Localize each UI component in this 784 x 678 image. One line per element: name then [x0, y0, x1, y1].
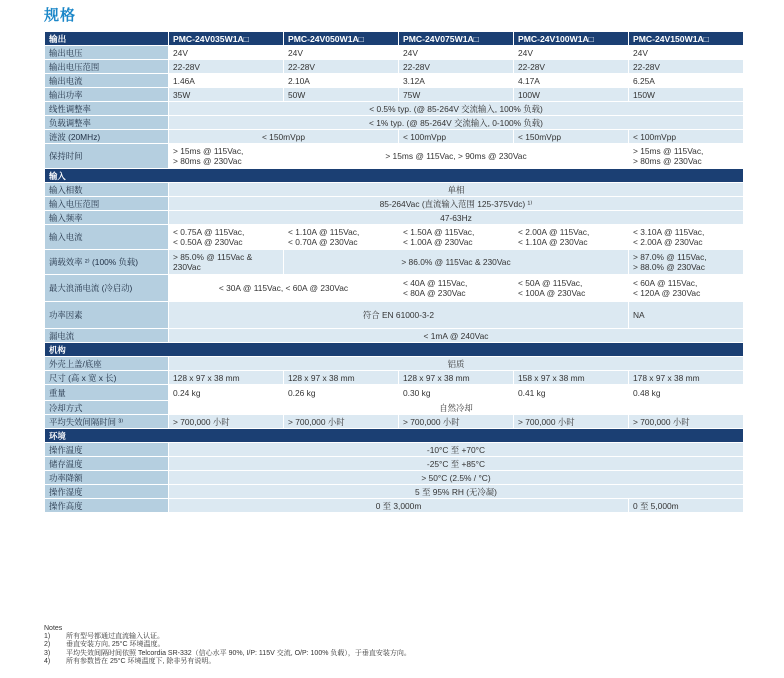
table-row	[45, 102, 744, 116]
table-row	[45, 443, 744, 457]
cell: 22-28V	[514, 60, 629, 74]
cell: 24V	[629, 46, 744, 60]
spec-table	[44, 31, 744, 513]
cell: 128 x 97 x 38 mm	[399, 371, 514, 385]
cell: 100W	[514, 88, 629, 102]
cell: 47-63Hz	[169, 211, 744, 225]
page-title: 规格	[44, 7, 77, 24]
table-row	[45, 144, 744, 169]
cell: 自然冷却	[169, 401, 744, 415]
table-row	[45, 329, 744, 343]
cell: < 1mA @ 240Vac	[169, 329, 744, 343]
cell: < 0.5% typ. (@ 85-264V 交流输入, 100% 负载)	[169, 102, 744, 116]
row-label: 线性调整率	[45, 102, 169, 116]
table-row	[45, 471, 744, 485]
table-row	[45, 499, 744, 513]
cell: 1.46A	[169, 74, 284, 88]
cell: 158 x 97 x 38 mm	[514, 371, 629, 385]
table-row	[45, 74, 744, 88]
table-row	[45, 197, 744, 211]
table-row	[45, 88, 744, 102]
model-header: PMC-24V100W1A□	[514, 32, 629, 46]
cell: 75W	[399, 88, 514, 102]
table-row	[45, 275, 744, 302]
cell: < 150mVpp	[514, 130, 629, 144]
model-header: PMC-24V035W1A□	[169, 32, 284, 46]
cell: 178 x 97 x 38 mm	[629, 371, 744, 385]
cell: > 15ms @ 115Vac, > 80ms @ 230Vac	[169, 144, 284, 169]
cell: 0.24 kg	[169, 385, 284, 401]
cell: < 1.10A @ 115Vac, < 0.70A @ 230Vac	[284, 225, 399, 250]
table-row	[45, 457, 744, 471]
table-row	[45, 183, 744, 197]
row-label: 保持时间	[45, 144, 169, 169]
note-item: 1) 所有型号都通过直流输入认证。	[44, 633, 164, 641]
table-row	[45, 116, 744, 130]
model-header: PMC-24V075W1A□	[399, 32, 514, 46]
cell: < 40A @ 115Vac, < 80A @ 230Vac	[399, 275, 514, 302]
cell: < 2.00A @ 115Vac, < 1.10A @ 230Vac	[514, 225, 629, 250]
row-label: 操作高度	[45, 499, 169, 513]
cell: 3.12A	[399, 74, 514, 88]
row-label: 输出电压范围	[45, 60, 169, 74]
table-row	[45, 415, 744, 429]
cell: > 87.0% @ 115Vac, > 88.0% @ 230Vac	[629, 250, 744, 275]
model-header: PMC-24V050W1A□	[284, 32, 399, 46]
cell: 22-28V	[169, 60, 284, 74]
cell: 150W	[629, 88, 744, 102]
table-row	[45, 371, 744, 385]
row-label: 平均失效间隔时间 ³⁾	[45, 415, 169, 429]
cell: 6.25A	[629, 74, 744, 88]
cell: < 3.10A @ 115Vac, < 2.00A @ 230Vac	[629, 225, 744, 250]
cell: < 1.50A @ 115Vac, < 1.00A @ 230Vac	[399, 225, 514, 250]
table-row	[45, 225, 744, 250]
cell: 2.10A	[284, 74, 399, 88]
cell: < 50A @ 115Vac, < 100A @ 230Vac	[514, 275, 629, 302]
cell: > 700,000 小时	[284, 415, 399, 429]
cell: 0.30 kg	[399, 385, 514, 401]
section-title: 环境	[45, 429, 744, 443]
cell: -10°C 至 +70°C	[169, 443, 744, 457]
cell: > 15ms @ 115Vac, > 80ms @ 230Vac	[629, 144, 744, 169]
row-label: 输入电流	[45, 225, 169, 250]
row-label: 输入电压范围	[45, 197, 169, 211]
row-label: 操作温度	[45, 443, 169, 457]
note-item: 4) 所有参数皆在 25°C 环境温度下, 除非另有说明。	[44, 657, 216, 665]
row-label: 储存温度	[45, 457, 169, 471]
cell: 0.26 kg	[284, 385, 399, 401]
cell: > 50°C (2.5% / °C)	[169, 471, 744, 485]
cell: < 1% typ. (@ 85-264V 交流输入, 0-100% 负载)	[169, 116, 744, 130]
row-label: 外壳上盖/底座	[45, 357, 169, 371]
row-label: 尺寸 (高 x 宽 x 长)	[45, 371, 169, 385]
cell: < 30A @ 115Vac, < 60A @ 230Vac	[169, 275, 399, 302]
row-label: 输入相数	[45, 183, 169, 197]
section-title: 输入	[45, 169, 744, 183]
cell: 24V	[284, 46, 399, 60]
cell: 24V	[169, 46, 284, 60]
row-label: 输出电流	[45, 74, 169, 88]
cell: 22-28V	[399, 60, 514, 74]
table-row	[45, 130, 744, 144]
row-label: 输入频率	[45, 211, 169, 225]
cell: 符合 EN 61000-3-2	[169, 302, 629, 329]
cell: 0 至 3,000m	[169, 499, 629, 513]
cell: 24V	[399, 46, 514, 60]
cell: < 100mVpp	[399, 130, 514, 144]
row-label: 漏电流	[45, 329, 169, 343]
cell: > 700,000 小时	[629, 415, 744, 429]
cell: 0 至 5,000m	[629, 499, 744, 513]
cell: 22-28V	[284, 60, 399, 74]
table-row	[45, 357, 744, 371]
table-row	[45, 60, 744, 74]
row-label: 操作湿度	[45, 485, 169, 499]
cell: > 15ms @ 115Vac, > 90ms @ 230Vac	[284, 144, 629, 169]
row-label: 涟波 (20MHz)	[45, 130, 169, 144]
cell: 铝质	[169, 357, 744, 371]
table-row	[45, 485, 744, 499]
cell: 35W	[169, 88, 284, 102]
row-label: 负载调整率	[45, 116, 169, 130]
cell: < 100mVpp	[629, 130, 744, 144]
cell: 24V	[514, 46, 629, 60]
row-label: 输出功率	[45, 88, 169, 102]
cell: > 700,000 小时	[514, 415, 629, 429]
table-row	[45, 302, 744, 329]
notes	[44, 625, 411, 666]
cell: < 150mVpp	[169, 130, 399, 144]
cell: 单相	[169, 183, 744, 197]
cell: 0.48 kg	[629, 385, 744, 401]
cell: 128 x 97 x 38 mm	[169, 371, 284, 385]
section-row	[45, 343, 744, 357]
table-row	[45, 401, 744, 415]
section-row	[45, 169, 744, 183]
cell: > 86.0% @ 115Vac & 230Vac	[284, 250, 629, 275]
row-label: 功率降额	[45, 471, 169, 485]
note-item: 3) 平均失效间隔时间依照 Telcordia SR-332（信心水平 90%, I/P: 115V 交流, O/P: 100% 负载），于垂直安装方向。	[44, 649, 411, 657]
section-title: 机构	[45, 343, 744, 357]
section-row	[45, 429, 744, 443]
cell: 85-264Vac (直流输入范围 125-375Vdc) ¹⁾	[169, 197, 744, 211]
cell: < 0.75A @ 115Vac, < 0.50A @ 230Vac	[169, 225, 284, 250]
table-row	[45, 250, 744, 275]
row-label: 输出电压	[45, 46, 169, 60]
row-label: 满载效率 ²⁾ (100% 负载)	[45, 250, 169, 275]
row-label: 冷却方式	[45, 401, 169, 415]
cell: 50W	[284, 88, 399, 102]
notes-heading: Notes	[44, 625, 63, 632]
cell: > 700,000 小时	[169, 415, 284, 429]
cell: 22-28V	[629, 60, 744, 74]
table-row	[45, 46, 744, 60]
note-item: 2) 垂直安装方向, 25°C 环境温度。	[44, 641, 165, 649]
cell: -25°C 至 +85°C	[169, 457, 744, 471]
cell: 0.41 kg	[514, 385, 629, 401]
row-label: 最大浪涌电流 (冷启动)	[45, 275, 169, 302]
table-row	[45, 211, 744, 225]
cell: 4.17A	[514, 74, 629, 88]
header-output: 输出	[45, 32, 169, 46]
cell: > 700,000 小时	[399, 415, 514, 429]
cell: 5 至 95% RH (无冷凝)	[169, 485, 744, 499]
table-row	[45, 385, 744, 401]
model-header: PMC-24V150W1A□	[629, 32, 744, 46]
row-label: 功率因素	[45, 302, 169, 329]
cell: NA	[629, 302, 744, 329]
cell: < 60A @ 115Vac, < 120A @ 230Vac	[629, 275, 744, 302]
cell: > 85.0% @ 115Vac & 230Vac	[169, 250, 284, 275]
row-label: 重量	[45, 385, 169, 401]
cell: 128 x 97 x 38 mm	[284, 371, 399, 385]
